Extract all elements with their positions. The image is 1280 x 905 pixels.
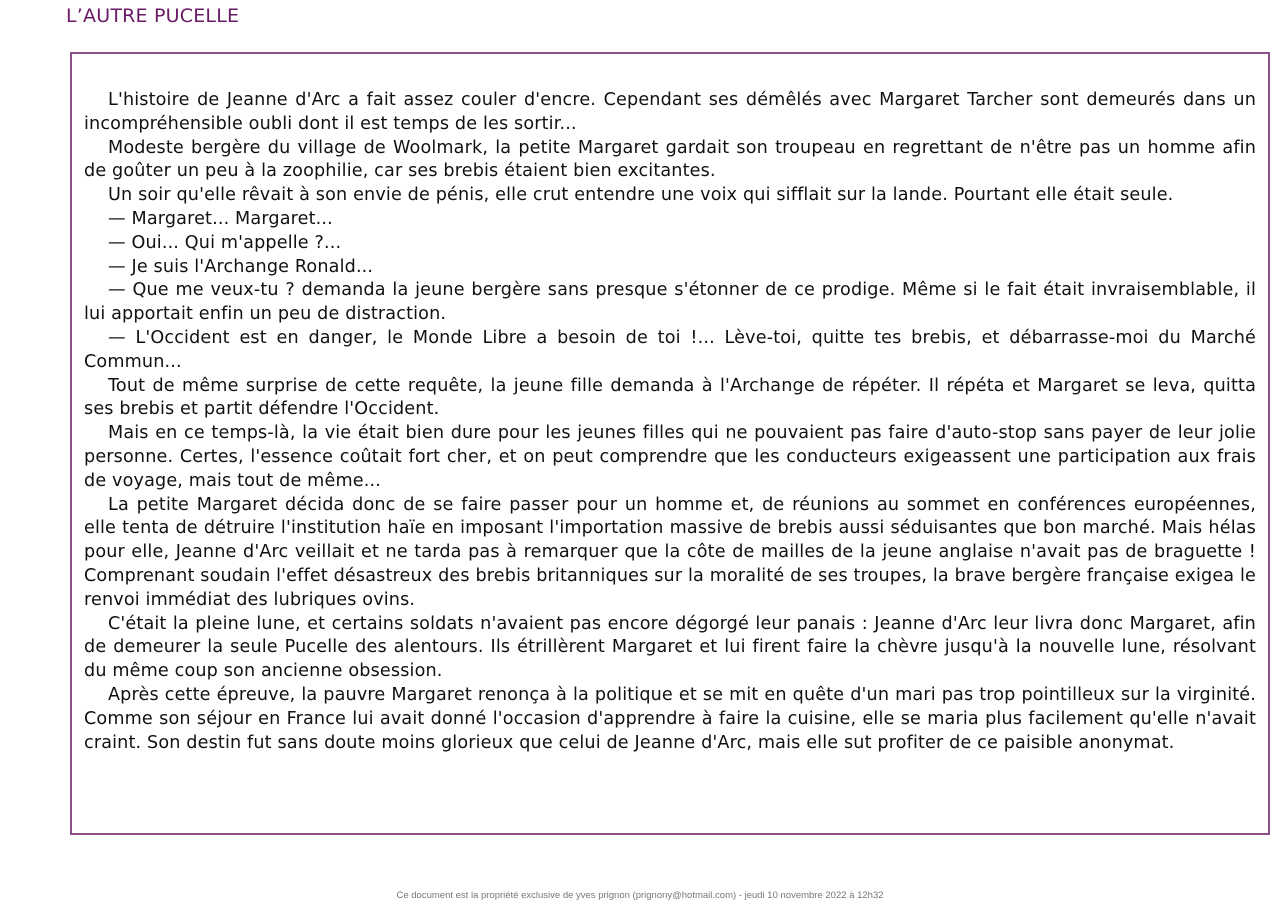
story-frame: [70, 52, 1270, 835]
story-paragraph: L'histoire de Jeanne d'Arc a fait assez couler d'encre. Cependant ses démêlés avec Margaret Tarcher sont demeurés dans un incompréhensible oubli dont il est temps de les sortir...: [84, 90, 1256, 134]
story-paragraph: La petite Margaret décida donc de se faire passer pour un homme et, de réunions au sommet en conférences européennes, elle tenta de détruire l'institution haïe en imposant l'importation massive de brebis aussi séduisantes que bon marché. Mais hélas pour elle, Jeanne d'Arc veillait et ne tarda pas à remarquer que la côte de mailles de la jeune anglaise n'avait pas de braguette ! Comprenant soudain l'effet désastreux des brebis britanniques sur la moralité de ses troupes, la brave bergère française exigea le renvoi immédiat des lubriques ovins.: [84, 494, 1256, 610]
story-body: [84, 89, 1256, 755]
dialogue-line: — Margaret... Margaret...: [108, 208, 333, 229]
story-paragraph: Après cette épreuve, la pauvre Margaret renonça à la politique et se mit en quête d'un mari pas trop pointilleux sur la virginité. Comme son séjour en France lui avait donné l'occasion d'apprendre à faire la cuisine, elle se maria plus facilement qu'elle n'avait craint. Son destin fut sans doute moins glorieux que celui de Jeanne d'Arc, mais elle sut profiter de ce paisible anonymat.: [84, 684, 1256, 753]
story-paragraph: Modeste bergère du village de Woolmark, la petite Margaret gardait son troupeau en regrettant de n'être pas un homme afin de goûter un peu à la zoophilie, car ses brebis étaient bien excitantes.: [84, 137, 1256, 182]
story-paragraph: Un soir qu'elle rêvait à son envie de pénis, elle crut entendre une voix qui sifflait sur la lande. Pourtant elle était seule.: [108, 185, 1174, 206]
page-title: L’AUTRE PUCELLE: [66, 5, 240, 27]
dialogue-line: — L'Occident est en danger, le Monde Libre a besoin de toi !... Lève-toi, quitte tes brebis, et débarrasse-moi du Marché Commun...: [84, 327, 1256, 372]
story-paragraph: C'était la pleine lune, et certains soldats n'avaient pas encore dégorgé leur panais : Jeanne d'Arc leur livra donc Margaret, afin de demeurer la seule Pucelle des alentours. Ils étrillèrent Margaret et lui firent faire la chèvre jusqu'à la nouvelle lune, résolvant du même coup son ancienne obsession.: [84, 613, 1256, 682]
copyright-footer: Ce document est la propriété exclusive de yves prignon (prignony@hotmail.com) - jeudi 10 novembre 2022 à 12h32: [396, 890, 884, 901]
dialogue-line: — Que me veux-tu ? demanda la jeune bergère sans presque s'étonner de ce prodige. Même si le fait était invraisemblable, il lui apportait enfin un peu de distraction.: [84, 280, 1256, 325]
dialogue-line: — Je suis l'Archange Ronald...: [108, 256, 374, 277]
story-paragraph: Mais en ce temps-là, la vie était bien dure pour les jeunes filles qui ne pouvaient pas faire d'auto-stop sans payer de leur jolie personne. Certes, l'essence coûtait fort cher, et on peut comprendre que les conducteurs exigeassent une participation aux frais de voyage, mais tout de même...: [84, 423, 1256, 491]
dialogue-line: — Oui... Qui m'appelle ?...: [108, 232, 342, 253]
story-paragraph: Tout de même surprise de cette requête, la jeune fille demanda à l'Archange de répéter. Il répéta et Margaret se leva, quitta ses brebis et partit défendre l'Occident.: [84, 375, 1256, 420]
